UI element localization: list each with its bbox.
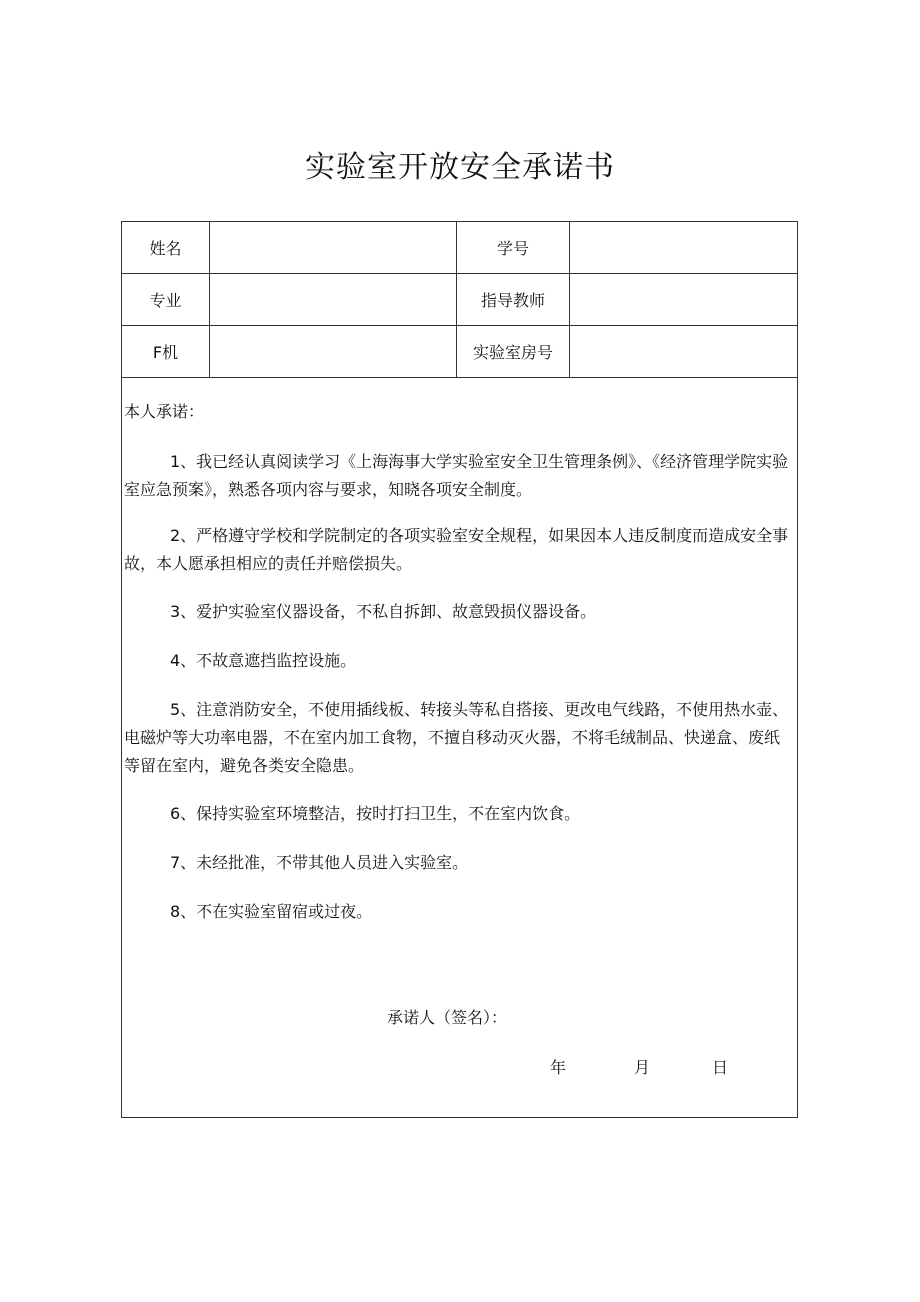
phone-label: F机 — [152, 343, 179, 362]
date-month: 月 — [634, 1058, 651, 1077]
pledge-body — [122, 378, 799, 926]
room-number-field[interactable] — [570, 326, 797, 377]
date-day: 日 — [712, 1058, 729, 1077]
page-title: 实验室开放安全承诺书 — [305, 150, 615, 185]
pledge-form — [121, 221, 798, 1118]
pledge-item-2: 2、严格遵守学校和学院制定的各项实验室安全规程，如果因本人违反制度而造成安全事故，本人愿承担相应的责任并赔偿损失。 — [124, 526, 789, 573]
student-id-field[interactable] — [570, 222, 797, 273]
pledge-intro: 本人承诺： — [124, 402, 205, 421]
pledge-item-4: 4、不故意遮挡监控设施。 — [170, 651, 357, 670]
room-number-label: 实验室房号 — [472, 343, 553, 362]
pledge-item-8: 8、不在实验室留宿或过夜。 — [170, 902, 373, 921]
name-field[interactable] — [210, 222, 456, 273]
major-field[interactable] — [210, 274, 456, 325]
pledge-item-6: 6、保持实验室环境整洁，按时打扫卫生，不在室内饮食。 — [170, 804, 581, 823]
name-label: 姓名 — [149, 239, 182, 258]
major-label: 专业 — [149, 291, 182, 310]
pledge-item-7: 7、未经批准，不带其他人员进入实验室。 — [170, 853, 469, 872]
pledge-item-5: 5、注意消防安全，不使用插线板、转接头等私自搭接、更改电气线路，不使用热水壶、电磁炉等大功率电器，不在室内加工食物，不擅自移动灭火器，不将毛绒制品、快递盒、废纸等留在室内，避免各类安全隐患。 — [124, 700, 789, 775]
date-year: 年 — [550, 1058, 567, 1077]
advisor-field[interactable] — [570, 274, 797, 325]
phone-field[interactable] — [210, 326, 456, 377]
signature-label: 承诺人（签名）： — [387, 1008, 508, 1027]
pledge-item-1: 1、我已经认真阅读学习《上海海事大学实验室安全卫生管理条例》、《经济管理学院实验室应急预案》，熟悉各项内容与要求，知晓各项安全制度。 — [124, 452, 789, 499]
pledge-item-3: 3、爱护实验室仪器设备，不私自拆卸、故意毁损仪器设备。 — [170, 602, 597, 621]
advisor-label: 指导教师 — [480, 291, 545, 310]
student-id-label: 学号 — [496, 239, 529, 258]
